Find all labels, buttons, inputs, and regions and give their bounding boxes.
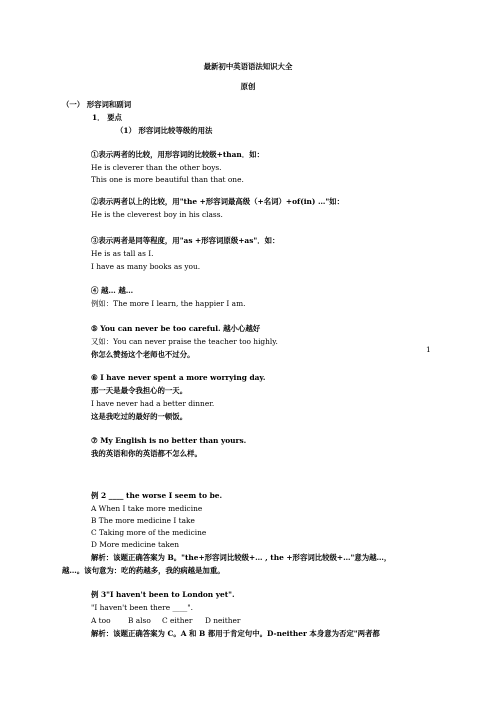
rule-7-line: 我的英语和你的英语都不怎么样。 xyxy=(91,449,202,458)
section-heading: （一） 形容词和副词 xyxy=(62,100,132,109)
example-2-option: C Taking more of the medicine xyxy=(91,528,207,537)
example-3-option: B also xyxy=(128,616,151,625)
rule-1-line: This one is more beautiful than that one. xyxy=(91,175,244,184)
rule-1-line: He is cleverer than the other boys. xyxy=(91,163,222,172)
rule-2-heading: ②表示两者以上的比较，用"the +形容词最高级（+名词）+of(in) …"如： xyxy=(91,197,344,206)
rule-6-heading: ⑥ I have never spent a more worrying day. xyxy=(91,373,266,382)
point-heading: 1． 要点 xyxy=(92,113,122,122)
rule-1-heading: ①表示两者的比较，用形容词的比较级+than．如： xyxy=(91,150,264,159)
subpoint-heading: （1） 形容词比较等级的用法 xyxy=(116,126,213,135)
example-3-option: A too xyxy=(91,616,111,625)
rule-6-line: 那一天是最令我担心的一天。 xyxy=(91,386,188,395)
example-3-question: 例 3"I haven't been to London yet". xyxy=(91,590,235,599)
example-3-analysis: 解析：该题正确答案为 C。A 和 B 都用于肯定句中。D-neither 本身意为否定"两者都 xyxy=(91,629,380,638)
example-2-option: D More medicine taken xyxy=(91,540,179,549)
rule-3-heading: ③表示两者是同等程度，用"as +形容词原级+as"．如： xyxy=(91,236,280,245)
example-3-option: D neither xyxy=(205,616,241,625)
example-2-question: 例 2 ____ the worse I seem to be. xyxy=(91,491,223,500)
rule-5-line: 你怎么赞扬这个老师也不过分。 xyxy=(91,350,195,359)
rule-4-line: 例如：The more I learn, the happier I am. xyxy=(91,299,246,308)
doc-subtitle: 原创 xyxy=(240,82,256,91)
rule-6-line: 这是我吃过的最好的一顿饭。 xyxy=(91,412,188,421)
rule-3-line: He is as tall as I. xyxy=(91,249,154,258)
rule-5-heading: ⑤ You can never be too careful. 越小心越好 xyxy=(91,324,261,333)
example-2-option: B The more medicine I take xyxy=(91,516,195,525)
rule-5-line: 又如：You can never praise the teacher too highly. xyxy=(91,337,278,346)
example-3-option: C either xyxy=(162,616,193,625)
example-2-option: A When I take more medicine xyxy=(91,504,203,513)
rule-2-line: He is the cleverest boy in his class. xyxy=(91,210,223,219)
example-2-analysis: 越…。该句意为：吃的药越多，我的病越是加重。 xyxy=(62,566,225,575)
doc-title: 最新初中英语语法知识大全 xyxy=(203,62,293,71)
example-2-analysis: 解析：该题正确答案为 B。"the+形容词比较级+… , the +形容词比较级+…"意为越…， xyxy=(91,553,392,562)
rule-3-line: I have as many books as you. xyxy=(91,262,201,271)
page-number: 1 xyxy=(426,345,431,354)
rule-4-heading: ④ 越… 越… xyxy=(91,286,134,295)
rule-6-line: I have never had a better dinner. xyxy=(91,399,215,408)
example-3-line: "I haven't been there ____". xyxy=(91,603,193,612)
rule-7-heading: ⑦ My English is no better than yours. xyxy=(91,436,247,445)
